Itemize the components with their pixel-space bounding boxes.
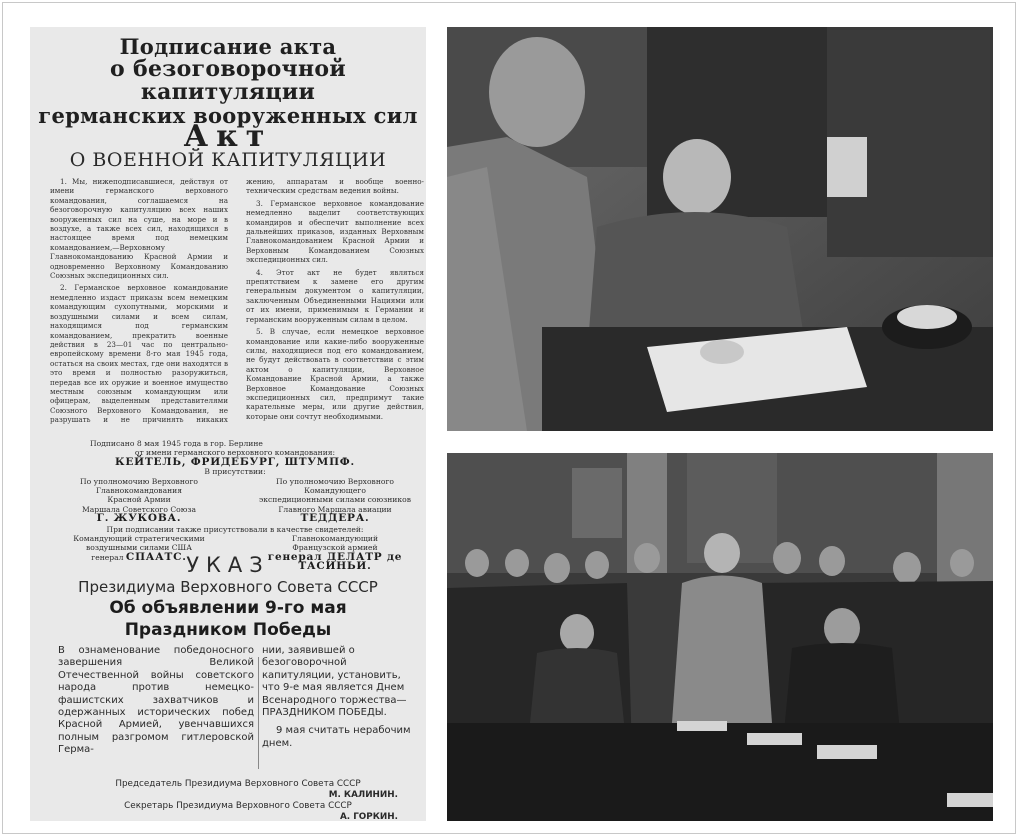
french-representative: Главнокомандующий Французской армией генерал ДЕЛАТР де ТАСИНЬИ. <box>267 534 403 573</box>
ukaz-subtitle: Президиума Верховного Совета СССР <box>78 578 378 596</box>
ukaz-title: УКАЗ <box>186 553 270 577</box>
ukaz-left-text: В ознаменование победоносного завершения Великой Отечественной войны советского народа против немецко-фашистских захватчиков и одержанных исторических побед Красной Армией, увенчавшихся полным разгромом гитлеровской Герма- <box>58 645 254 756</box>
us-representative: Командующий стратегическими воздушными силами США генерал СПААТС. <box>73 534 205 563</box>
act-title: Акт <box>183 119 273 154</box>
allied-representative: По уполномочию Верховного Командующего экспедиционными силами союзников Главного Маршала авиации ТЕДДЕРА. <box>259 476 411 525</box>
act-subtitle: О ВОЕННОЙ КАПИТУЛЯЦИИ <box>69 149 387 171</box>
newspaper-clipping <box>30 27 426 821</box>
german-signers: КЕЙТЕЛЬ, ФРИДЕБУРГ, ШТУМПФ. <box>114 455 356 468</box>
signing-photo-image <box>447 27 993 431</box>
column-divider <box>258 657 259 769</box>
newspaper-headline: Подписание акта о безоговорочной капитуляции германских вооруженных сил <box>38 34 418 128</box>
ukaz-headline: Об объявлении 9-го мая Праздником Победы <box>109 598 347 640</box>
act-right-column: жению, аппаратам и вообще военно-техническим средствам ведения войны. 3. Германское верховное командование немедленно выделит соответствующих командиров и обеспечит выполнение всех дальнейших приказов, изданных Верховным Главнокомандованием Красной Армии и Верховным Командованием Союзных экспедиционных сил. 4. Этот акт не будет являться препятствием к замене его другим генеральным документом о капитуляции, заключенным Объединенными Нациями или от их имени, применимым к Германии и германским вооруженным силам в целом. 5. В случае, если немецкое верховное командование или какие-либо вооруженные силы, находящиеся под его командованием, не будут действовать в соответствии с этим актом о капитуляции, Верховное Командование Красной Армии, а также Верховное Командование Союзных экспедиционных сил, предпримут такие карательные меры, или другие действия, которые они сочтут необходимыми. <box>246 177 424 421</box>
act-left-column: 1. Мы, нижеподписавшиеся, действуя от имени германского верховного командования, соглашаемся на безоговорочную капитуляцию всех наших вооруженных сил на суше, на море и в воздухе, а также всех сил, находящихся в настоящее время под немецким командованием,—Верховному Главнокомандованию Красной Армии и одновременно Верховному Командованию Союзных экспедиционных сил. 2. Германское верховное командование немедленно издаст приказы всем немецким командующим сухопутными, морскими и воздушными силами и всем силам, находящимся под германским командованием, прекратить военные действия в 23—01 час по центрально-европейскому времени 8-го мая 1945 года, остаться на своих местах, где они находятся в это время и полностью разоружиться, передав все их оружие и военное имущество местным союзным командующим или офицерам, выделенным представителями Союзного Верховного Командования, не разрушать и не причинять никаких <box>50 177 228 425</box>
signature-block: Подписано 8 мая 1945 года в гор. Берлине от имени германского верховного командования: КЕЙТЕЛЬ, ФРИДЕБУРГ, ШТУМПФ. В присутствии: По уполномочию Верховного Главнокомандования Красной Армии Маршала Советского Союза Г. ЖУКОВА. По уполномочию Верховного Командующего экспедиционными силами союзников Главного Маршала авиации ТЕДДЕРА. При подписании также присутствовали в качестве свидетелей: Командующий стратегическими воздушными силами США генерал СПААТС. Главнокомандующий Французской армией генерал ДЕЛАТР де ТАСИНЬИ. <box>50 439 420 574</box>
officers-photo <box>447 453 993 821</box>
ukaz-right-text: нии, заявившей о безоговорочной капитуляции, установить, что 9-е мая является Днем Всенародного торжества—ПРАЗДНИКОМ ПОБЕДЫ. 9 мая считать нерабочим днем. <box>262 645 411 749</box>
officers-photo-image <box>447 453 993 821</box>
ukaz-signatures: Председатель Президиума Верховного Совета СССР М. КАЛИНИН. Секретарь Президиума Верховного Совета СССР А. ГОРКИН. <box>115 779 398 821</box>
signing-photo <box>447 27 993 431</box>
act-text-columns <box>50 177 424 425</box>
soviet-representative: По уполномочию Верховного Главнокомандования Красной Армии Маршала Советского Союза Г. ЖУКОВА. <box>80 476 198 525</box>
